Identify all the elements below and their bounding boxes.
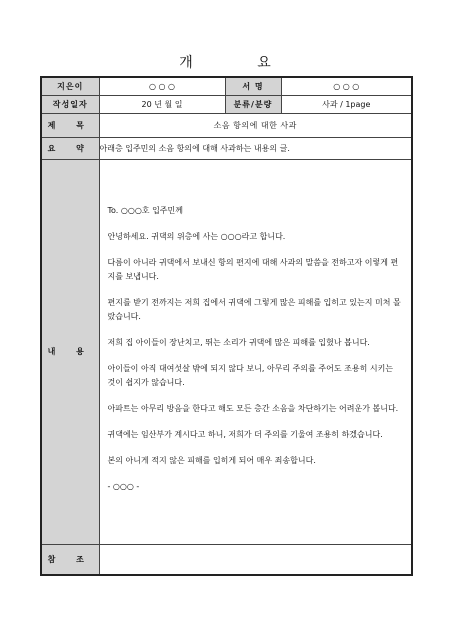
category-label: 분류/분량 [225, 95, 281, 113]
reference-value [99, 544, 412, 575]
letter-paragraph: 귀댁에는 임산부가 계시다고 하니, 저희가 더 주의를 기울여 조용히 하겠습니다. [107, 429, 383, 439]
category-value: 사과 / 1page [281, 95, 412, 113]
letter-paragraph: 본의 아니게 적지 않은 피해를 입히게 되어 매우 죄송합니다. [107, 455, 316, 465]
summary-label: 요 약 [41, 137, 99, 159]
summary-form [40, 76, 413, 576]
date-value: 20 년 월 일 [99, 95, 225, 113]
reference-label: 참 조 [41, 544, 99, 575]
signature-label: 서 명 [225, 77, 281, 95]
subject-label: 제 목 [41, 113, 99, 137]
letter-paragraph: 다름이 아니라 귀댁에서 보내신 항의 편지에 대해 사과의 말씀을 전하고자 이렇게 편지를 보냅니다. [107, 257, 399, 281]
letter-paragraph: 아이들이 아직 대여섯살 밖에 되지 않다 보니, 아무리 주의를 주어도 조용히 시키는 것이 쉽지가 않습니다. [107, 363, 394, 387]
content-label: 내 용 [41, 159, 99, 544]
author-value: ○ ○ ○ [99, 77, 225, 95]
page-title: 개 요 [179, 55, 301, 71]
date-label: 작성일자 [41, 95, 99, 113]
letter-greeting: To. ○○○호 입주민께 [107, 205, 183, 215]
letter-paragraph: 저희 집 아이들이 장난치고, 뛰는 소리가 귀댁에 많은 피해를 입혔나 봅니다. [107, 337, 370, 347]
letter-paragraph: 안녕하세요. 귀댁의 위층에 사는 ○○○라고 합니다. [107, 231, 286, 241]
summary-value: 아래층 입주민의 소음 항의에 대해 사과하는 내용의 글. [99, 137, 412, 159]
author-label: 지은이 [41, 77, 99, 95]
signature-value: ○ ○ ○ [281, 77, 412, 95]
content-body [99, 159, 412, 544]
subject-value: 소음 항의에 대한 사과 [99, 113, 412, 137]
letter-paragraph: 아파트는 아무리 방음을 한다고 해도 모든 층간 소음을 차단하기는 어려운가 봅니다. [107, 403, 399, 413]
letter-paragraph: 편지를 받기 전까지는 저희 집에서 귀댁에 그렇게 많은 피해를 입히고 있는지 미처 몰랐습니다. [107, 297, 401, 321]
letter-signoff: - ○○○ - [107, 481, 140, 491]
